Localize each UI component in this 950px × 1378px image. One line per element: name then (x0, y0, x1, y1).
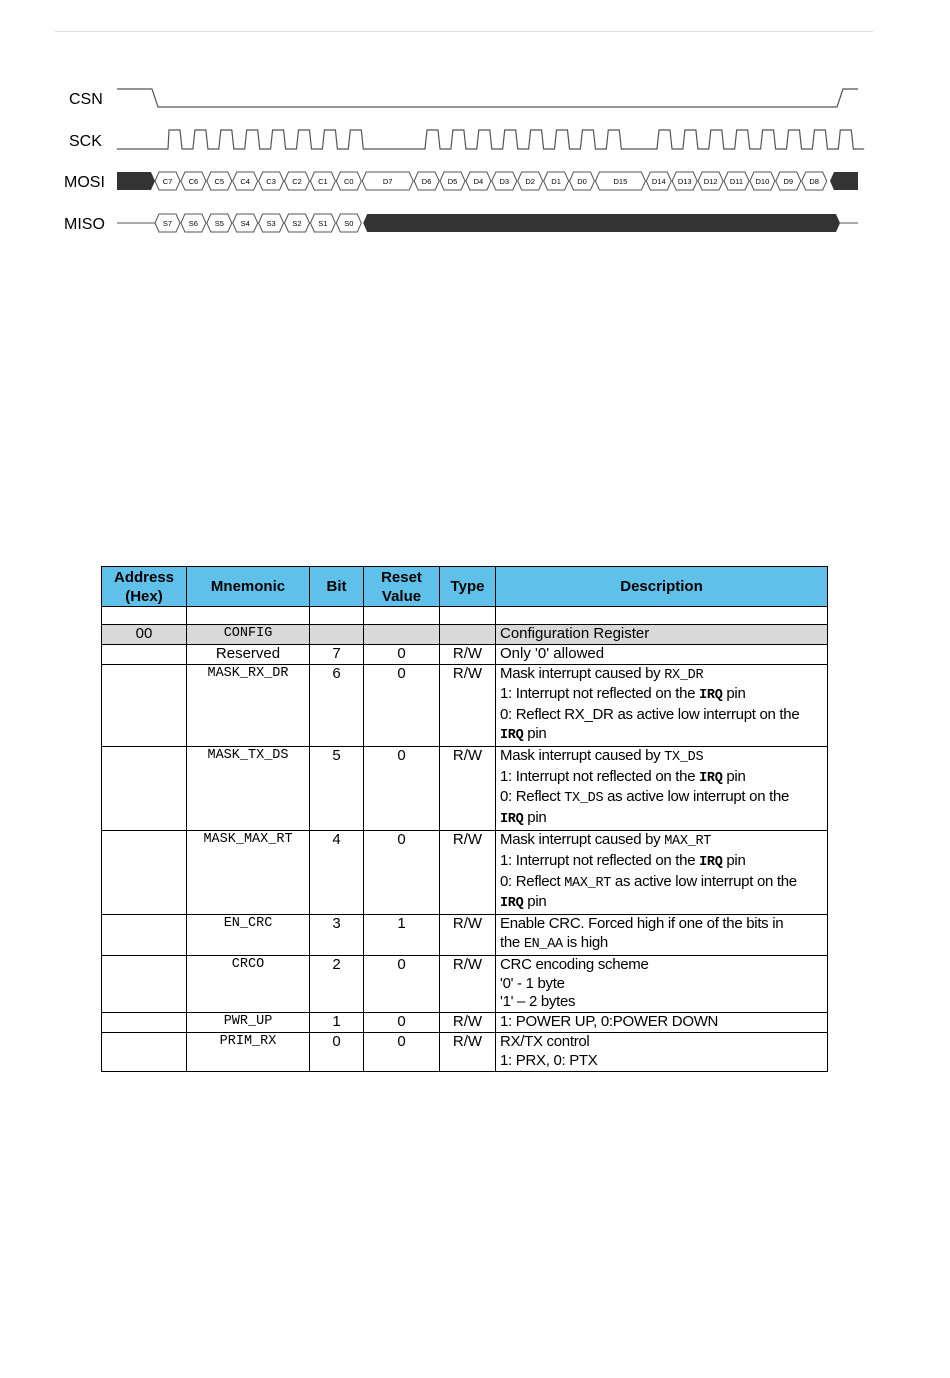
miso-bit-label: S6 (188, 219, 198, 228)
table-row (102, 664, 828, 746)
mosi-bit-label: D5 (447, 177, 458, 186)
mosi-bit-label: C6 (188, 177, 199, 186)
mosi-bit-label: D7 (382, 177, 393, 186)
cell-mnemonic: CRCO (187, 955, 310, 1012)
miso-waveform (117, 214, 858, 232)
mosi-bit-label: D4 (473, 177, 484, 186)
table-row (102, 955, 828, 1012)
mosi-bit-label: D11 (729, 177, 744, 186)
mosi-waveform (117, 172, 858, 190)
cell-bit: 6 (310, 664, 364, 746)
signal-label-sck: SCK (69, 133, 102, 150)
table-row (102, 625, 828, 645)
miso-bit-label: S7 (162, 219, 173, 228)
table-row (102, 830, 828, 914)
miso-bit-label: S3 (266, 219, 276, 228)
cell-mnemonic: Reserved (187, 644, 310, 664)
cell-reset: 0 (364, 1013, 440, 1033)
mosi-bit-label: D9 (783, 177, 794, 186)
cell-address: 00 (102, 625, 187, 645)
cell-mnemonic: MASK_RX_DR (187, 664, 310, 746)
signal-label-mosi: MOSI (64, 174, 105, 191)
header-reset-value: Reset Value (364, 567, 440, 607)
miso-bit-label: S4 (240, 219, 250, 228)
mosi-idle-block-right (830, 172, 858, 190)
cell-description: 1: POWER UP, 0:POWER DOWN (496, 1013, 828, 1033)
cell-bit: 3 (310, 915, 364, 956)
cell-type: R/W (440, 955, 496, 1012)
cell-reset: 0 (364, 746, 440, 830)
sck-waveform (117, 130, 864, 149)
cell-reset: 0 (364, 830, 440, 914)
table-row (102, 644, 828, 664)
cell-description: Mask interrupt caused by MAX_RT 1: Interrupt not reflected on the IRQ pin 0: Reflect MAX_RT as active low interrupt on the IRQ pin (496, 830, 828, 914)
cell-type: R/W (440, 664, 496, 746)
header-type: Type (440, 567, 496, 607)
header-address: Address (Hex) (102, 567, 187, 607)
mosi-bit-label: C5 (214, 177, 225, 186)
cell-mnemonic: PWR_UP (187, 1013, 310, 1033)
header-description: Description (496, 567, 828, 607)
cell-reset: 0 (364, 644, 440, 664)
cell-description: RX/TX control 1: PRX, 0: PTX (496, 1032, 828, 1071)
mosi-bit-label: C3 (266, 177, 276, 186)
cell-type: R/W (440, 746, 496, 830)
table-row (102, 1032, 828, 1071)
cell-type: R/W (440, 1032, 496, 1071)
cell-reset: 0 (364, 1032, 440, 1071)
cell-reset: 0 (364, 955, 440, 1012)
cell-reset: 0 (364, 664, 440, 746)
cell-mnemonic: CONFIG (187, 625, 310, 645)
mosi-bit-label: D2 (525, 177, 535, 186)
mosi-bit-label: D12 (703, 177, 718, 186)
miso-bit-label: S0 (344, 219, 354, 228)
signal-label-csn: CSN (69, 91, 103, 108)
mosi-bit-label: C4 (240, 177, 250, 186)
cell-type: R/W (440, 644, 496, 664)
cell-mnemonic: MASK_TX_DS (187, 746, 310, 830)
spi-timing-diagram (0, 0, 950, 260)
cell-bit: 2 (310, 955, 364, 1012)
cell-bit: 1 (310, 1013, 364, 1033)
cell-description: Enable CRC. Forced high if one of the bits in the EN_AA is high (496, 915, 828, 956)
config-register-table (101, 566, 828, 1072)
header-mnemonic: Mnemonic (187, 567, 310, 607)
cell-description: CRC encoding scheme '0' - 1 byte '1' – 2 bytes (496, 955, 828, 1012)
csn-waveform (117, 89, 858, 107)
mosi-bit-label: D10 (755, 177, 770, 186)
mosi-bit-label: D3 (499, 177, 510, 186)
mosi-bit-label: C0 (344, 177, 354, 186)
mosi-bit-label: D8 (809, 177, 819, 186)
header-bit: Bit (310, 567, 364, 607)
cell-bit: 0 (310, 1032, 364, 1071)
cell-type: R/W (440, 1013, 496, 1033)
cell-mnemonic: EN_CRC (187, 915, 310, 956)
mosi-idle-block-left (117, 172, 155, 190)
cell-bit: 5 (310, 746, 364, 830)
signal-label-miso: MISO (64, 216, 105, 233)
cell-type: R/W (440, 915, 496, 956)
mosi-bit-label: D13 (677, 177, 692, 186)
cell-mnemonic: MASK_MAX_RT (187, 830, 310, 914)
miso-data-block (363, 214, 840, 232)
table-row (102, 746, 828, 830)
miso-bit-label: S2 (292, 219, 302, 228)
table-row (102, 915, 828, 956)
cell-type: R/W (440, 830, 496, 914)
cell-description: Mask interrupt caused by RX_DR 1: Interrupt not reflected on the IRQ pin 0: Reflect RX_DR as active low interrupt on the IRQ pin (496, 664, 828, 746)
cell-description: Mask interrupt caused by TX_DS 1: Interrupt not reflected on the IRQ pin 0: Reflect TX_DS as active low interrupt on the IRQ pin (496, 746, 828, 830)
cell-bit: 7 (310, 644, 364, 664)
spacer-row (102, 607, 828, 625)
cell-description: Only '0' allowed (496, 644, 828, 664)
table-row (102, 1013, 828, 1033)
miso-bit-label: S1 (318, 219, 328, 228)
mosi-bit-label: D15 (613, 177, 628, 186)
cell-reset: 1 (364, 915, 440, 956)
mosi-bit-label: D6 (421, 177, 432, 186)
cell-description: Configuration Register (496, 625, 828, 645)
mosi-bit-label: D0 (577, 177, 587, 186)
cell-bit: 4 (310, 830, 364, 914)
mosi-bit-label: C1 (318, 177, 328, 186)
mosi-bit-label: D14 (651, 177, 666, 186)
mosi-bit-label: C7 (162, 177, 173, 186)
mosi-bit-label: C2 (292, 177, 302, 186)
mosi-bit-label: D1 (551, 177, 561, 186)
cell-mnemonic: PRIM_RX (187, 1032, 310, 1071)
miso-bit-label: S5 (214, 219, 224, 228)
